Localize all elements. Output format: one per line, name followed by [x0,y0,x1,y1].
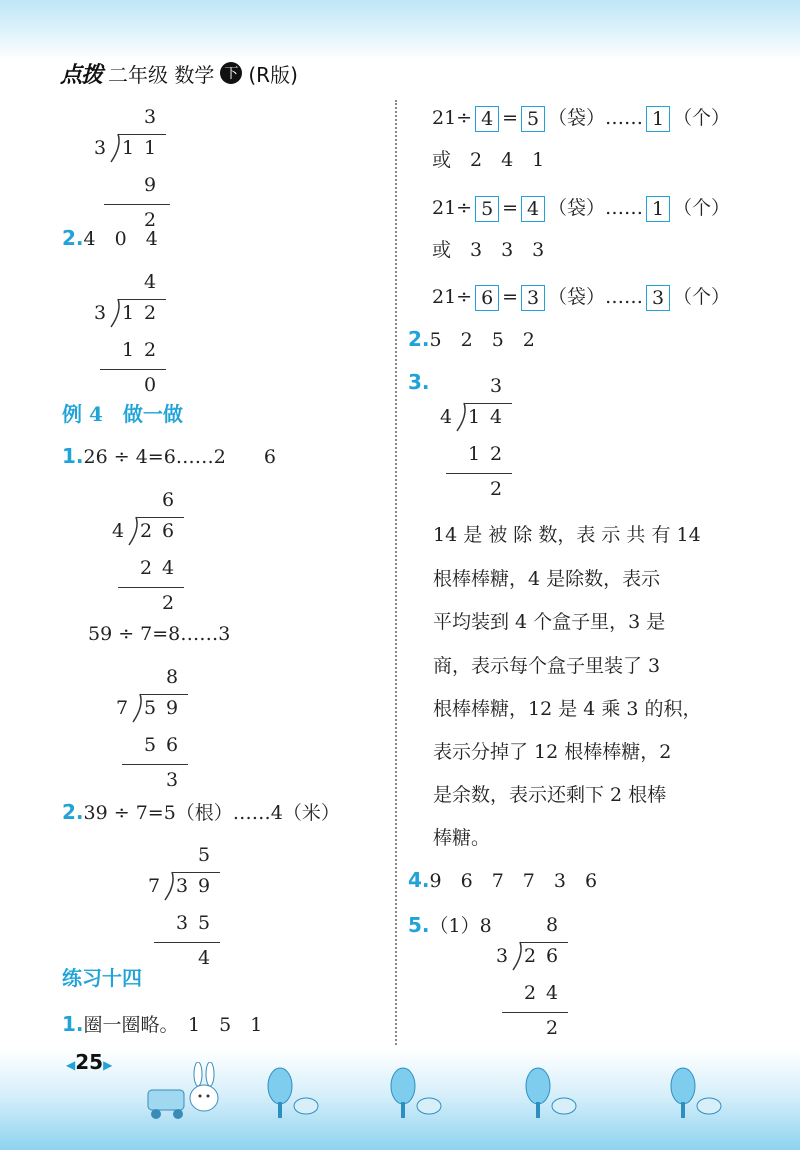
divisor-digit: 4 [439,406,453,428]
dividend-digit: 1 [121,302,135,324]
division-bracket [508,940,528,974]
dividend-digit: 1 [467,406,481,428]
answer-text: 5 2 5 2 [429,329,535,351]
answer-box: 5 [475,196,499,222]
edition-label: (R版) [248,62,298,87]
division-bracket [128,692,148,726]
remainder-digit: 2 [545,1017,559,1039]
bunny-cart-illustration [140,1062,230,1122]
remainder-digit: 2 [489,478,503,500]
answer-box: 4 [475,106,499,132]
tree-illustration [665,1062,725,1122]
product-digit: 2 [489,443,503,465]
question-number: 4. [408,868,430,892]
paragraph-line: 表示分掉了 12 根棒棒糖，2 [433,741,672,763]
quotient-digit: 8 [165,666,179,688]
answer-box: 6 [475,285,499,311]
book-title: 二年级 数学 [108,62,215,87]
dividend-digit: 3 [175,875,189,897]
unit-text: （袋）…… [548,286,644,308]
practice-heading: 练习十四 [62,966,142,990]
quotient-digit: 3 [143,106,157,128]
expression-text: 21÷ [432,286,473,308]
question-2-right [408,327,535,352]
dividend-digit: 1 [143,137,157,159]
answer-text: 26 ÷ 4=6……2 6 [83,446,276,468]
division-bracket [124,515,144,549]
alt-answer-2: 或 3 3 3 [432,239,545,261]
paragraph-line: 商，表示每个盒子里装了 3 [433,655,661,677]
divisor-digit: 7 [147,875,161,897]
division-bracket [106,132,126,166]
answer-text: 39 ÷ 7=5（根）……4（米） [83,802,340,824]
unit-text: （个） [673,286,731,308]
answer-row-3 [432,285,730,311]
quotient-digit: 8 [545,914,559,936]
product-digit: 3 [175,912,189,934]
triangle-right-icon: ▶ [103,1058,113,1072]
answer-row-2 [432,196,730,222]
dividend-digit: 6 [161,520,175,542]
answer-box: 4 [521,196,545,222]
subtraction-line [118,587,184,588]
question-3-right [408,370,430,395]
product-digit: 5 [143,734,157,756]
remainder-digit: 3 [165,769,179,791]
volume-badge: 下 [220,62,242,84]
question-number: 1. [62,1012,84,1036]
quotient-digit: 3 [489,375,503,397]
unit-text: （个） [673,107,731,129]
example-question-2 [62,800,340,825]
dividend-digit: 2 [143,302,157,324]
dividend-digit: 1 [121,137,135,159]
paragraph-line: 是余数，表示还剩下 2 根棒 [433,784,667,806]
subtraction-line [122,764,188,765]
tree-illustration [262,1062,322,1122]
answer-text: 圈一圈略。 1 5 1 [83,1014,263,1036]
product-digit: 5 [197,912,211,934]
remainder-digit: 4 [197,947,211,969]
dividend-digit: 2 [139,520,153,542]
division-bracket [106,297,126,331]
answer-box: 3 [646,285,670,311]
remainder-digit: 2 [161,592,175,614]
column-divider [395,100,397,1045]
division-bracket [160,870,180,904]
question-number: 2. [408,327,430,351]
division-overline [118,134,166,135]
question-number: 1. [62,444,84,468]
subtraction-line [154,942,220,943]
dividend-digit: 9 [165,697,179,719]
answer-box: 1 [646,106,670,132]
subtraction-line [502,1012,568,1013]
dividend-digit: 2 [523,945,537,967]
quotient-digit: 6 [161,489,175,511]
dividend-digit: 9 [197,875,211,897]
remainder-digit: 0 [143,374,157,396]
remainder-digit: 2 [143,209,157,231]
equals-sign: = [502,107,519,129]
triangle-left-icon: ◀ [66,1058,76,1072]
question-number: 5. [408,913,430,937]
practice-question-1 [62,1012,262,1037]
equals-sign: = [502,286,519,308]
page-header [60,58,298,88]
expression-text: 21÷ [432,107,473,129]
question-number: 2. [62,800,84,824]
tree-illustration [520,1062,580,1122]
question-5-right [408,913,492,938]
division-overline [140,694,188,695]
question-4-right [408,868,597,893]
product-digit: 6 [165,734,179,756]
question-number: 3. [408,370,430,394]
dividend-digit: 5 [143,697,157,719]
answer-box: 5 [521,106,545,132]
page-number [66,1050,112,1074]
unit-text: （个） [673,197,731,219]
product-digit: 4 [161,557,175,579]
tree-illustration [385,1062,445,1122]
dividend-digit: 6 [545,945,559,967]
subtraction-line [100,369,166,370]
answer-row-1 [432,106,730,132]
example-question-1 [62,444,276,469]
subtraction-line [104,204,170,205]
page-number-text: 25 [75,1050,104,1074]
answer-box: 3 [521,285,545,311]
unit-text: （袋）…… [548,197,644,219]
quotient-digit: 5 [197,844,211,866]
top-band [0,0,800,60]
answer-text: （1）8 [429,915,492,937]
logo: 点拨 [60,61,103,88]
product-digit: 1 [467,443,481,465]
division-overline [520,942,568,943]
divisor-digit: 3 [93,302,107,324]
unit-text: （袋）…… [548,107,644,129]
division-overline [136,517,184,518]
product-digit: 4 [545,982,559,1004]
paragraph-line: 平均装到 4 个盒子里，3 是 [433,611,666,633]
paragraph-line: 棒糖。 [433,827,491,849]
product-digit: 2 [143,339,157,361]
divisor-digit: 3 [495,945,509,967]
subtraction-line [446,473,512,474]
product-digit: 2 [139,557,153,579]
division-overline [464,403,512,404]
division-overline [172,872,220,873]
question-2 [62,226,158,251]
paragraph-line: 14 是 被 除 数，表 示 共 有 14 [433,524,701,546]
paragraph-line: 根棒棒糖，4 是除数，表示 [433,568,661,590]
example-heading: 例 4 做一做 [62,402,183,426]
division-overline [118,299,166,300]
division-bracket [452,401,472,435]
product-digit: 1 [121,339,135,361]
quotient-digit: 4 [143,271,157,293]
equals-sign: = [502,197,519,219]
product-digit: 2 [523,982,537,1004]
example-question-1b: 59 ÷ 7=8……3 [88,623,231,645]
answer-text: 9 6 7 7 3 6 [429,870,598,892]
paragraph-line: 根棒棒糖，12 是 4 乘 3 的积， [433,698,702,720]
divisor-digit: 7 [115,697,129,719]
dividend-digit: 4 [489,406,503,428]
question-number: 2. [62,226,84,250]
answer-text: 4 0 4 [83,228,158,250]
product-digit: 9 [143,174,157,196]
divisor-digit: 4 [111,520,125,542]
alt-answer-1: 或 2 4 1 [432,149,545,171]
expression-text: 21÷ [432,197,473,219]
answer-box: 1 [646,196,670,222]
divisor-digit: 3 [93,137,107,159]
